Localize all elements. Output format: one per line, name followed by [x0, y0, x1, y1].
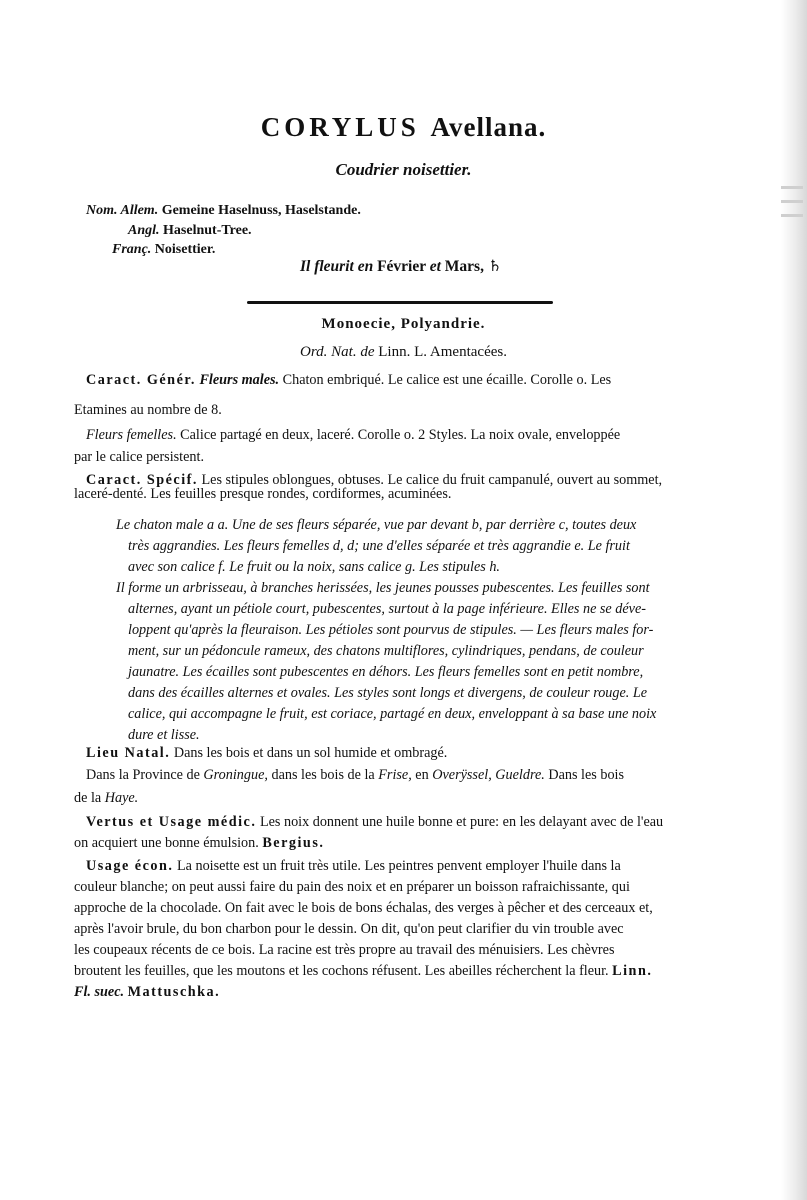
description-line-1: Il forme un arbrisseau, à branches herissées, les jeunes pousses pubescentes. Les feuilles sont	[116, 580, 650, 596]
usage-econ-line-6	[74, 963, 652, 980]
male-flowers-label: Fleurs males.	[199, 372, 280, 388]
description-line-8: dure et lisse.	[128, 727, 200, 743]
description-line-7: calice, qui accompagne le fruit, est coriace, partagé en deux, enveloppant à sa base une noix	[128, 706, 657, 722]
usage-econ-line-4: après l'avoir brule, du bon charbon pour le dessin. On dit, qu'on peut clarifier du vin trouble avec	[74, 921, 624, 937]
caract-gener-heading: Caract. Génér.	[86, 372, 196, 388]
usage-econ-line-5: les coupeaux récents de ce bois. La racine est très propre au travail des ménuisiers. Les chèvres	[74, 942, 615, 958]
vertus-text-2: on acquiert une bonne émulsion.	[74, 835, 259, 851]
name-french-value: Noisettier.	[154, 242, 216, 257]
vertus-heading: Vertus et Usage médic.	[86, 814, 257, 830]
figure-expl-line-2: très aggrandies. Les fleurs femelles d, d; une d'elles séparée et très aggrandie e. Le fruit	[128, 538, 630, 554]
usage-econ-line-3: approche de la chocolade. On fait avec le bois de bons échalas, des verges à pêcher et des cerceaux et,	[74, 900, 653, 916]
description-line-2: alternes, ayant un pétiole court, pubescentes, surtout à la page inférieure. Elles ne se déve-	[128, 601, 646, 617]
caract-gener-line-1	[86, 372, 611, 389]
caract-gener-line-2: Etamines au nombre de 8.	[74, 402, 222, 418]
reference-flora-suecica: Fl. suec.	[74, 984, 125, 1000]
natural-order	[0, 344, 807, 361]
usage-econ-line-2: couleur blanche; on peut aussi faire du pain des noix et en préparer un boisson rafraichissante, qui	[74, 879, 630, 895]
caract-gener-line-4: par le calice persistent.	[74, 449, 204, 465]
lieu-natal-line-1	[86, 745, 447, 762]
lieu-natal-line-3	[74, 790, 138, 807]
name-french	[112, 242, 215, 258]
usage-econ-heading: Usage écon.	[86, 858, 174, 874]
name-german-label: Nom. Allem.	[86, 203, 159, 218]
usage-econ-text-1: La noisette est un fruit très utile. Les peintres penvent employer l'huile dans la	[176, 858, 621, 874]
caract-specif-line-2: laceré-denté. Les feuilles presque rondes, cordiformes, acuminées.	[74, 486, 452, 502]
ord-author: Linn. L.	[378, 344, 427, 360]
caract-gener-line-3	[86, 427, 620, 444]
flowering-month-2: Mars,	[444, 258, 484, 275]
shrub-symbol-icon: ♄	[487, 258, 502, 275]
lieu-natal-text-3a: de la	[74, 790, 102, 806]
author-mattuschka: Mattuschka.	[127, 984, 221, 1000]
caract-specif-text-1: Les stipules oblongues, obtuses. Le calice du fruit campanulé, ouvert au sommet,	[201, 472, 663, 488]
caract-gener-text-1: Chaton embriqué. Le calice est une écaille. Corolle o. Les	[282, 372, 612, 388]
caract-gener-text-3: Calice partagé en deux, laceré. Corolle o. 2 Styles. La noix ovale, enveloppée	[180, 427, 621, 443]
description-line-6: dans des écailles alternes et ovales. Les styles sont longs et divergens, de couleur rouge. Le	[128, 685, 648, 701]
place-frise: Frise,	[378, 767, 412, 783]
caract-specif-heading: Caract. Spécif.	[86, 472, 198, 488]
lieu-natal-text-2e: en	[415, 767, 429, 783]
lieu-natal-text-2c: dans les bois de la	[271, 767, 375, 783]
name-french-label: Franç.	[112, 242, 152, 257]
flowering-period	[300, 256, 502, 276]
flowering-month-1: Février	[377, 258, 426, 275]
usage-econ-line-1	[86, 858, 621, 875]
name-english	[128, 223, 252, 239]
lieu-natal-text-1: Dans les bois et dans un sol humide et ombragé.	[173, 745, 448, 761]
author-bergius: Bergius.	[262, 835, 325, 851]
lieu-natal-text-2a: Dans la Province de	[86, 767, 200, 783]
usage-econ-line-7	[74, 984, 220, 1001]
usage-econ-text-6: broutent les feuilles, que les moutons et les cochons réfusent. Les abeilles récherchent la fleur.	[74, 963, 609, 979]
flowering-prefix: Il fleurit en	[300, 258, 374, 275]
lieu-natal-heading: Lieu Natal.	[86, 745, 171, 761]
lieu-natal-text-2g: Dans les bois	[548, 767, 625, 783]
female-flowers-label: Fleurs femelles.	[86, 427, 177, 443]
linnaean-class: Monoecie, Polyandrie.	[321, 316, 486, 332]
place-overijssel-gueldre: Overÿssel, Gueldre.	[432, 767, 545, 783]
french-common-name: Coudrier noisettier.	[335, 160, 472, 179]
ord-label: Ord. Nat. de	[300, 344, 375, 360]
vertus-text-1: Les noix donnent une huile bonne et pure: en les delayant avec de l'eau	[259, 814, 664, 830]
name-english-label: Angl.	[128, 223, 160, 238]
description-line-5: jaunatre. Les écailles sont pubescentes en déhors. Les fleurs femelles sont en petit nombre,	[128, 664, 644, 680]
description-line-4: ment, sur un pédoncule rameux, des chatons multiflores, cylindriques, pendans, de couleur	[128, 643, 644, 659]
flowering-and: et	[429, 258, 441, 275]
lieu-natal-line-2	[86, 767, 624, 784]
vertus-line-1	[86, 814, 663, 831]
place-groningue: Groningue,	[203, 767, 268, 783]
figure-expl-line-3: avec son calice f. Le fruit ou la noix, sans calice g. Les stipules h.	[128, 559, 500, 575]
name-german	[86, 203, 361, 219]
name-german-value: Gemeine Haselnuss, Haselstande.	[161, 203, 361, 218]
vertus-line-2	[74, 835, 324, 852]
author-linnaeus: Linn.	[612, 963, 653, 979]
name-english-value: Haselnut-Tree.	[163, 223, 252, 238]
place-haye: Haye.	[104, 790, 139, 806]
species-name: Avellana.	[430, 112, 547, 142]
section-divider	[247, 301, 553, 304]
ord-family: Amentacées.	[429, 344, 507, 360]
page-title	[0, 112, 807, 143]
figure-expl-line-1: Le chaton male a a. Une de ses fleurs séparée, vue par devant b, par derrière c, toutes deux	[116, 517, 637, 533]
genus-name: CORYLUS	[260, 112, 420, 142]
description-line-3: loppent qu'après la fleuraison. Les pétioles sont pourvus de stipules. — Les fleurs males for-	[128, 622, 654, 638]
